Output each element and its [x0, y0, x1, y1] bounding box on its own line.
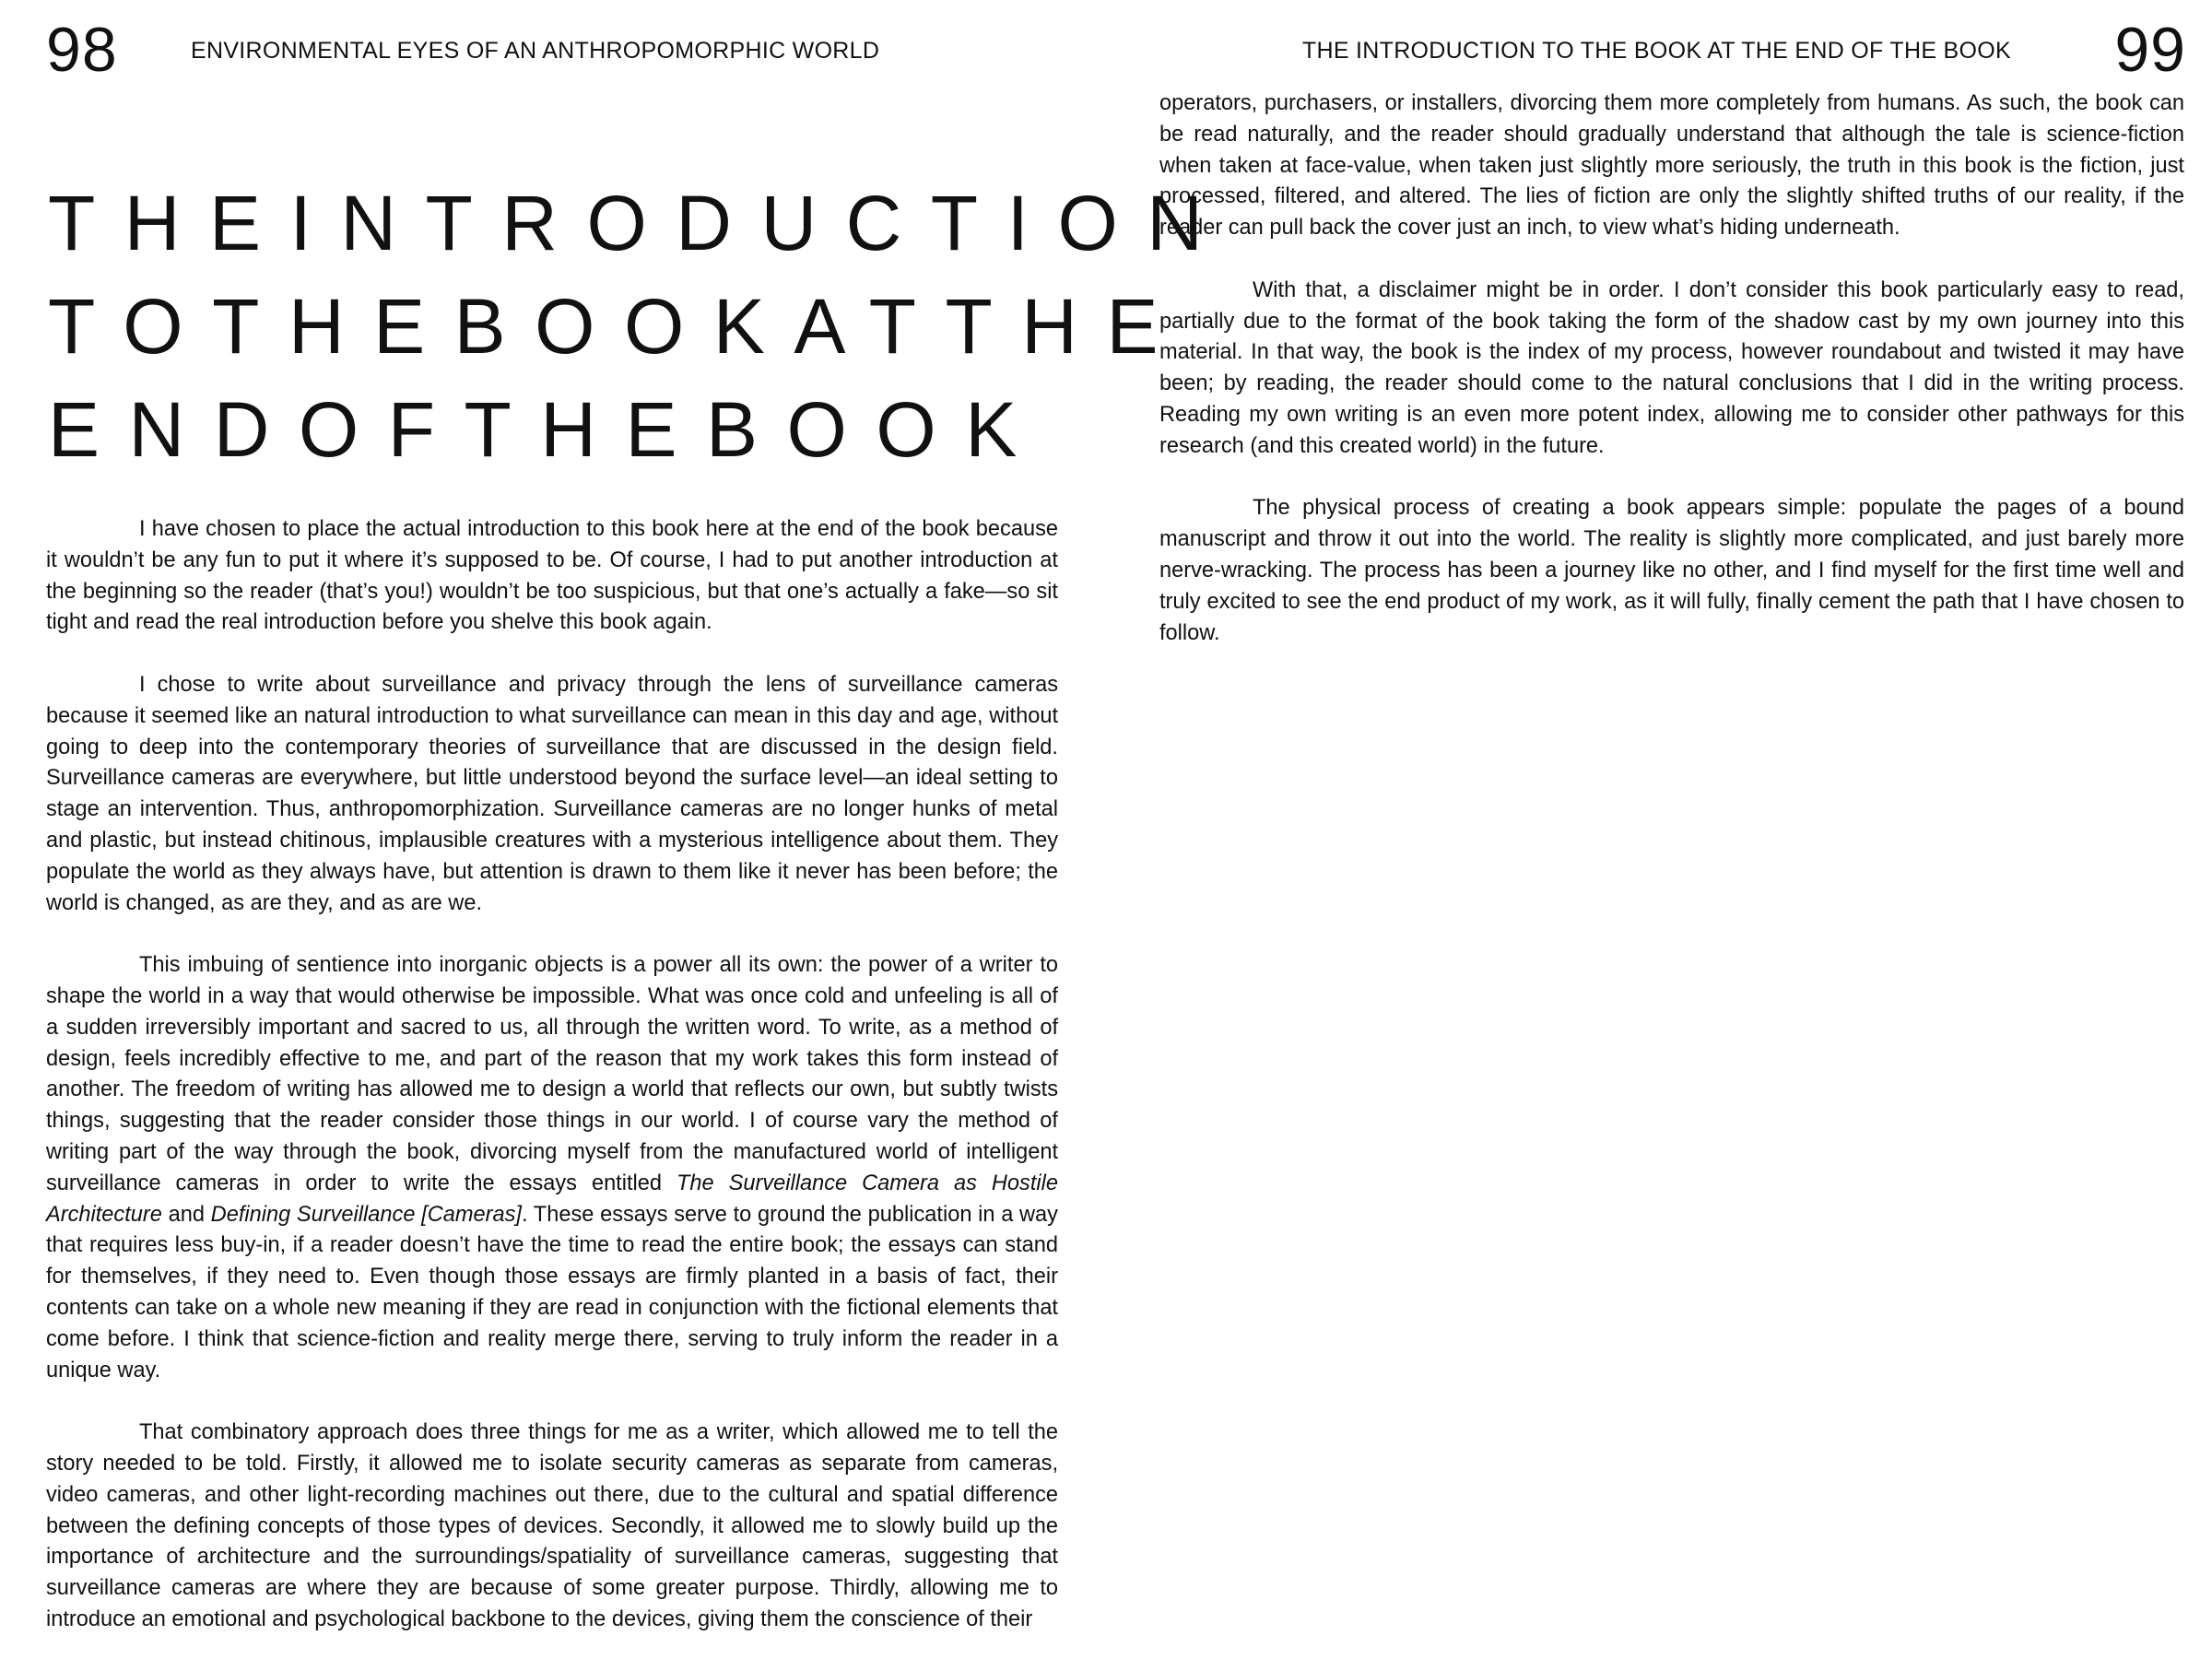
chapter-title-line: THEINTRODUCTION [48, 180, 1232, 266]
paragraph-text: This imbuing of sentience into inorganic objects is a power all its own: the power of a writer to shape the world in a way that would otherwise be impossible. What was once cold and unfeeling is all of a sudden irreversibly important and sacred to us, all through the written word. To write, as a method of design, feels incredibly effective to me, and part of the reason that my work takes this form instead of another. The freedom of writing has allowed me to design a world that reflects our own, but subtly twists things, suggesting that the reader consider those things in our world. I of course vary the method of writing part of the way through the book, divorcing myself from the manufactured world of intelligent surveillance cameras in order to write the essays entitled [46, 953, 1058, 1195]
paragraph-text: and [161, 1202, 211, 1227]
body-text [1159, 88, 2184, 649]
body-paragraph [46, 950, 1058, 1386]
essay-title: Defining Surveillance [Cameras] [210, 1202, 522, 1227]
running-head: ENVIRONMENTAL EYES OF AN ANTHROPOMORPHIC WORLD [191, 38, 880, 64]
right-page [1106, 0, 2212, 1659]
body-paragraph: That combinatory approach does three things for me as a writer, which allowed me to tell the story needed to be told. Firstly, it allowed me to isolate security cameras as separate from cameras, video cameras, and other light-recording machines out there, due to the cultural and spatial difference between the defining concepts of those types of devices. Secondly, it allowed me to slowly build up the importance of architecture and the surroundings/spatiality of surveillance cameras, suggesting that surveillance cameras are where they are because of some greater purpose. Thirdly, allowing me to introduce an emotional and psychological backbone to the devices, giving them the conscience of their [46, 1420, 1058, 1631]
body-paragraph: I chose to write about surveillance and privacy through the lens of surveillance cameras because it seemed like an natural introduction to what surveillance can mean in this day and age, without going to deep into the contemporary theories of surveillance that are discussed in the design field. Surveillance cameras are everywhere, but little understood beyond the surface level—an ideal setting to stage an intervention. Thus, anthropomorphization. Surveillance cameras are no longer hunks of metal and plastic, but instead chitinous, implausible creatures with a mysterious intelligence about them. They populate the world as they always have, but attention is drawn to them like it never has been before; the world is changed, as are they, and as are we. [46, 672, 1058, 915]
body-paragraph-continued: operators, purchasers, or installers, divorcing them more completely from humans. As such, the book can be read naturally, and the reader should gradually understand that although the tale is science-fiction when taken at face-value, when taken just slightly more seriously, the truth in this book is the fiction, just processed, filtered, and altered. The lies of fiction are only the slightly shifted truths of our reality, if the reader can pull back the cover just an inch, to view what’s hiding underneath. [1159, 91, 2184, 241]
body-paragraph: With that, a disclaimer might be in order. I don’t consider this book particularly easy to read, partially due to the format of the book taking the form of the shadow cast by my own journey into this material. In that way, the book is the index of my process, however roundabout and twisted it may have been; by reading, the reader should come to the natural conclusions that I did in the writing process. Reading my own writing is an even more potent index, allowing me to consider other pathways for this research (and this created world) in the future. [1159, 277, 2184, 458]
chapter-title-line: ENDOFTHEBOOK [48, 386, 1046, 473]
paragraph-text: . These essays serve to ground the publication in a way that requires less buy-in, if a reader doesn’t have the time to read the entire book; the essays can stand for themselves, if they need to. Even though those essays are firmly planted in a basis of fact, their contents can take on a whole new meaning if they are read in conjunction with the fictional elements that come before. I think that science-fiction and reality merge there, serving to truly inform the reader in a unique way. [46, 1202, 1058, 1382]
chapter-title [48, 171, 1232, 481]
essay-title: The Surveillance Camera as Hostile Architecture [46, 1171, 1058, 1227]
body-paragraph: I have chosen to place the actual introduction to this book here at the end of the book because it wouldn’t be any fun to put it where it’s supposed to be. Of course, I had to put another introduction at the beginning so the reader (that’s you!) wouldn’t be too suspicious, but that one’s actually a fake—so sit tight and read the real introduction before you shelve this book again. [46, 517, 1058, 635]
page-number: 98 [46, 15, 118, 85]
body-text [46, 514, 1058, 1636]
chapter-title-line: TOTHEBOOKATTHE [48, 283, 1187, 370]
body-paragraph: The physical process of creating a book appears simple: populate the pages of a bound manuscript and throw it out into the world. The reality is slightly more complicated, and just barely more nerve-wracking. The process has been a journey like no other, and I find myself for the first time well and truly excited to see the end product of my work, as it will fully, finally cement the path that I have chosen to follow. [1159, 496, 2184, 645]
page-number: 99 [2114, 15, 2186, 85]
running-head: THE INTRODUCTION TO THE BOOK AT THE END OF THE BOOK [1301, 38, 2011, 64]
